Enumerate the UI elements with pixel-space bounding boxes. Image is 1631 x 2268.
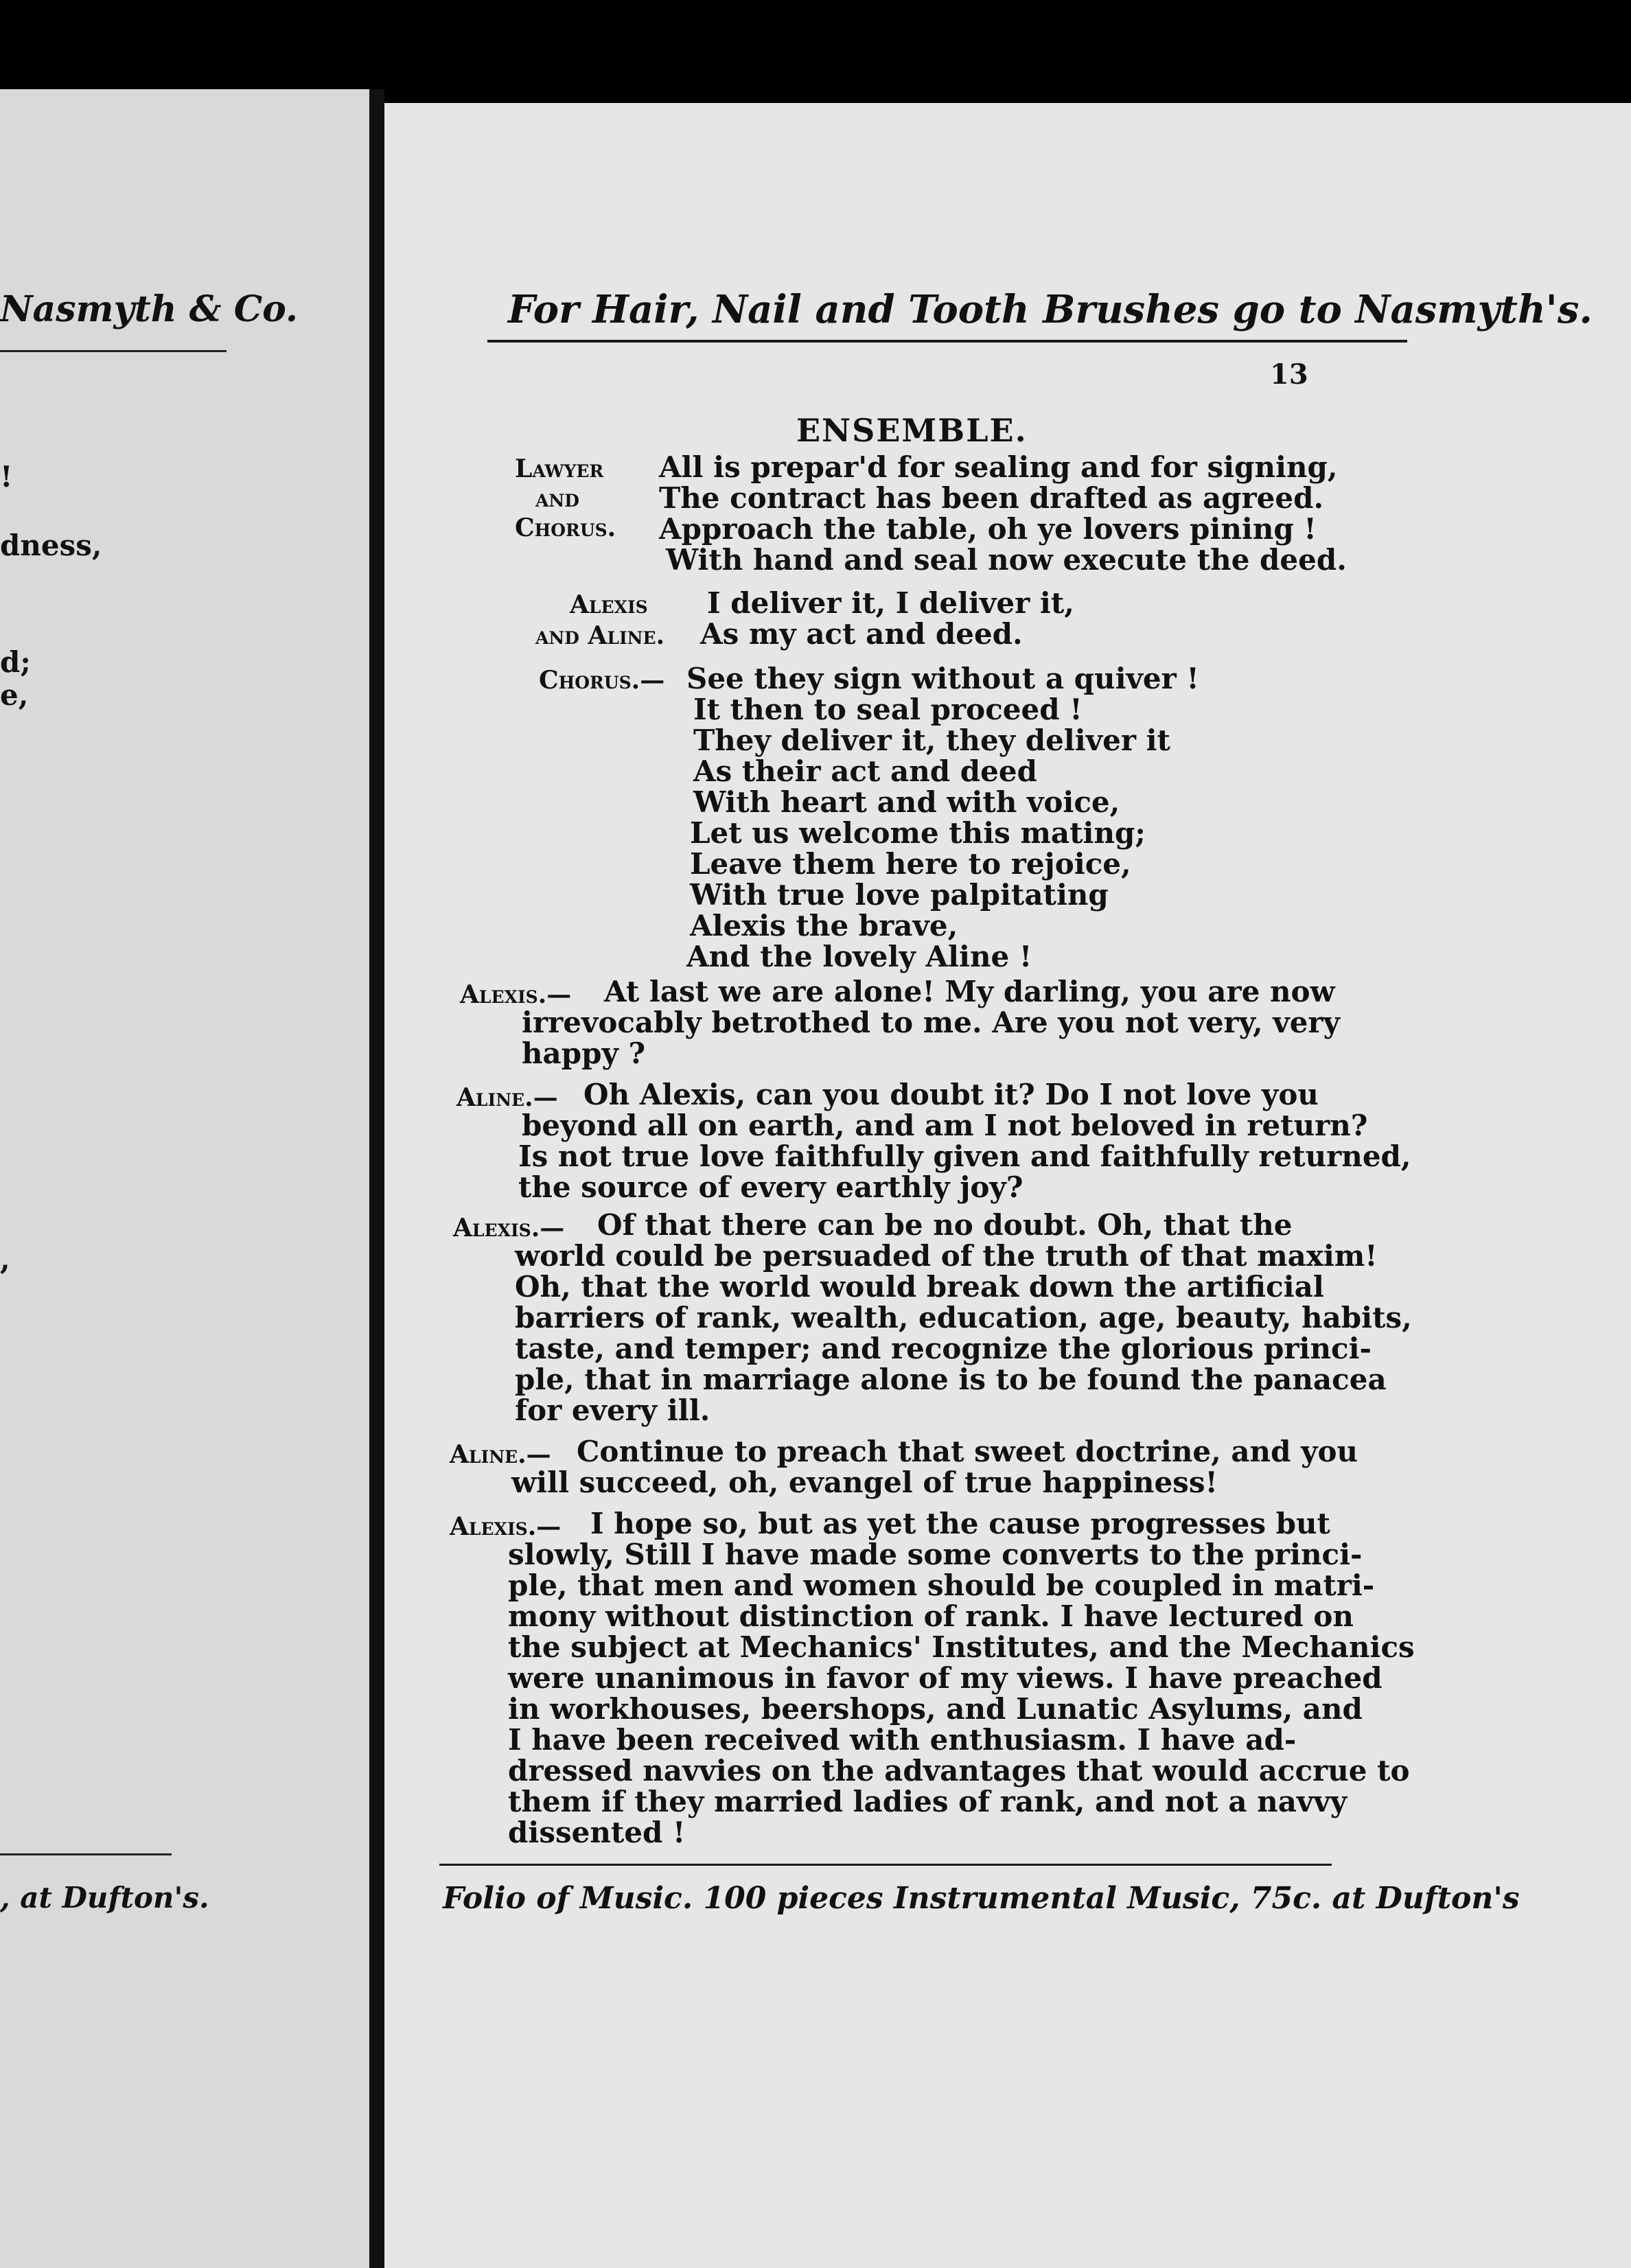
ensemble-line: Approach the table, oh ye lovers pining ! bbox=[659, 512, 1317, 546]
left-footer: , at Dufton's. bbox=[0, 1881, 209, 1914]
running-header: For Hair, Nail and Tooth Brushes go to Nasmyth's. bbox=[508, 287, 1593, 332]
dialogue-speaker: Aline.— bbox=[456, 1083, 558, 1112]
chorus-line: Let us welcome this mating; bbox=[690, 816, 1146, 850]
dialogue-line: beyond all on earth, and am I not beloved in return? bbox=[522, 1109, 1368, 1142]
dialogue-line: Is not true love faithfully given and faithfully returned, bbox=[518, 1139, 1411, 1173]
dialogue-line: I have been received with enthusiasm. I have ad- bbox=[508, 1723, 1297, 1757]
dialogue-line: Continue to preach that sweet doctrine, and you bbox=[577, 1435, 1358, 1468]
chorus-line: With true love palpitating bbox=[690, 878, 1109, 912]
dialogue-line: ple, that in marriage alone is to be found the panacea bbox=[515, 1363, 1387, 1396]
dialogue-line: dissented ! bbox=[508, 1816, 686, 1849]
left-fragment: dness, bbox=[0, 529, 102, 562]
header-rule bbox=[487, 340, 1407, 343]
chorus-line: With heart and with voice, bbox=[693, 785, 1120, 819]
dialogue-line: them if they married ladies of rank, and not a navvy bbox=[508, 1785, 1347, 1818]
left-header-rule bbox=[0, 350, 227, 352]
dialogue-speaker: Alexis.— bbox=[450, 1512, 562, 1541]
left-fragment: d; bbox=[0, 645, 31, 679]
dialogue-line: irrevocably betrothed to me. Are you not very, very bbox=[522, 1006, 1340, 1039]
speaker-alexis: Alexis bbox=[570, 590, 648, 619]
chorus-line: Alexis the brave, bbox=[690, 909, 958, 942]
chorus-label: Chorus.— bbox=[539, 666, 665, 695]
dialogue-line: dressed navvies on the advantages that would accrue to bbox=[508, 1754, 1410, 1787]
chorus-line: And the lovely Aline ! bbox=[686, 940, 1032, 973]
dialogue-line: I hope so, but as yet the cause progresses but bbox=[590, 1507, 1330, 1540]
footer-advertisement: Folio of Music. 100 pieces Instrumental Music, 75c. at Dufton's bbox=[443, 1881, 1520, 1916]
dialogue-line: Oh Alexis, can you doubt it? Do I not love you bbox=[583, 1078, 1319, 1111]
left-fragment: , bbox=[0, 1242, 10, 1276]
ensemble-line: With hand and seal now execute the deed. bbox=[666, 543, 1347, 577]
footer-rule bbox=[439, 1864, 1332, 1866]
page-gutter bbox=[369, 89, 384, 2268]
ensemble-heading: ENSEMBLE. bbox=[796, 412, 1028, 449]
dialogue-speaker: Alexis.— bbox=[460, 980, 572, 1009]
left-fragment: ! bbox=[0, 460, 13, 494]
chorus-line: They deliver it, they deliver it bbox=[693, 724, 1170, 757]
dialogue-line: were unanimous in favor of my views. I have preached bbox=[508, 1661, 1383, 1695]
duet-line: As my act and deed. bbox=[700, 617, 1023, 651]
speaker-chorus: Chorus. bbox=[515, 513, 616, 542]
left-fragment: e, bbox=[0, 678, 29, 712]
left-footer-rule bbox=[0, 1853, 172, 1855]
chorus-line: It then to seal proceed ! bbox=[693, 693, 1083, 726]
dialogue-line: taste, and temper; and recognize the glorious princi- bbox=[515, 1332, 1372, 1365]
chorus-line: As their act and deed bbox=[693, 754, 1037, 788]
dialogue-line: the subject at Mechanics' Institutes, and the Mechanics bbox=[508, 1630, 1415, 1664]
left-facing-page bbox=[0, 89, 369, 2268]
right-page bbox=[384, 103, 1631, 2268]
page-number: 13 bbox=[1270, 358, 1308, 391]
left-page-header: Nasmyth & Co. bbox=[0, 288, 298, 330]
dialogue-line: for every ill. bbox=[515, 1393, 710, 1427]
dialogue-line: mony without distinction of rank. I have lectured on bbox=[508, 1599, 1354, 1633]
dialogue-line: will succeed, oh, evangel of true happiness! bbox=[511, 1466, 1218, 1499]
dialogue-line: Of that there can be no doubt. Oh, that the bbox=[597, 1208, 1293, 1242]
ensemble-line: All is prepar'd for sealing and for signing, bbox=[659, 450, 1338, 484]
dialogue-line: happy ? bbox=[522, 1037, 646, 1070]
chorus-line: See they sign without a quiver ! bbox=[686, 662, 1199, 695]
speaker-and-aline: and Aline. bbox=[535, 621, 665, 650]
duet-line: I deliver it, I deliver it, bbox=[707, 586, 1074, 620]
dialogue-line: At last we are alone! My darling, you are now bbox=[604, 975, 1335, 1008]
ensemble-line: The contract has been drafted as agreed. bbox=[659, 481, 1324, 515]
speaker-and: and bbox=[535, 484, 579, 513]
speaker-lawyer: Lawyer bbox=[515, 454, 604, 483]
dialogue-line: the source of every earthly joy? bbox=[518, 1170, 1023, 1204]
dialogue-line: ple, that men and women should be coupled in matri- bbox=[508, 1569, 1375, 1602]
dialogue-line: world could be persuaded of the truth of that maxim! bbox=[515, 1239, 1378, 1273]
dialogue-speaker: Aline.— bbox=[450, 1440, 551, 1469]
dialogue-line: Oh, that the world would break down the artificial bbox=[515, 1270, 1324, 1304]
dialogue-speaker: Alexis.— bbox=[453, 1214, 565, 1242]
chorus-line: Leave them here to rejoice, bbox=[690, 847, 1131, 881]
dialogue-line: slowly, Still I have made some converts to the princi- bbox=[508, 1538, 1363, 1571]
dialogue-line: barriers of rank, wealth, education, age, beauty, habits, bbox=[515, 1301, 1412, 1334]
dialogue-line: in workhouses, beershops, and Lunatic Asylums, and bbox=[508, 1692, 1363, 1726]
